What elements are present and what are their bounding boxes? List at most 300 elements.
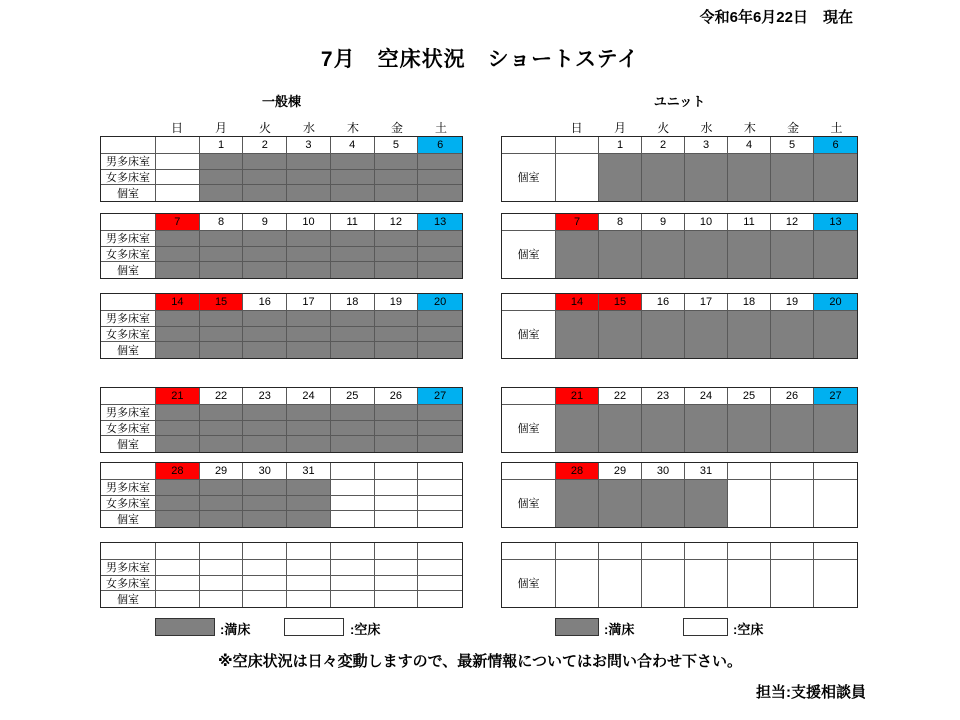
date-cell: 8: [599, 214, 642, 231]
weekday-label: 水: [700, 121, 713, 135]
date-cell: 20: [418, 294, 462, 311]
date-cell: [156, 137, 200, 154]
status-cell-full: [599, 154, 642, 201]
date-cell: [771, 463, 814, 480]
status-cell-full: [200, 405, 244, 421]
status-cell-full: [418, 247, 462, 263]
status-cell-vacant: [814, 480, 857, 527]
status-cell-full: [642, 154, 685, 201]
date-cell: 5: [375, 137, 419, 154]
row-label-cell: 男多床室: [101, 560, 156, 576]
status-cell-full: [418, 327, 462, 343]
status-cell-full: [375, 185, 419, 201]
unit-week-3-table: [501, 293, 858, 359]
status-cell-vacant: [556, 154, 599, 201]
row-label-cell: 個室: [502, 405, 556, 452]
status-cell-vacant: [200, 560, 244, 576]
general-week-5-table: [100, 462, 463, 528]
status-cell-full: [200, 436, 244, 452]
row-label-cell: 男多床室: [101, 154, 156, 170]
status-cell-full: [556, 480, 599, 527]
status-cell-full: [287, 170, 331, 186]
date-cell: 9: [642, 214, 685, 231]
legend-vacant-swatch: [683, 618, 728, 636]
status-cell-full: [375, 421, 419, 437]
status-cell-vacant: [331, 480, 375, 496]
date-cell: [814, 463, 857, 480]
date-cell: 24: [287, 388, 331, 405]
status-cell-full: [599, 231, 642, 278]
status-cell-vacant: [418, 511, 462, 527]
status-cell-full: [243, 231, 287, 247]
status-cell-full: [200, 170, 244, 186]
date-cell: 22: [599, 388, 642, 405]
date-cell: 17: [287, 294, 331, 311]
row-label-cell: 個室: [101, 185, 156, 201]
date-cell: 15: [599, 294, 642, 311]
status-cell-full: [287, 421, 331, 437]
status-cell-full: [642, 311, 685, 358]
status-cell-full: [200, 311, 244, 327]
row-label-cell: 男多床室: [101, 480, 156, 496]
status-cell-full: [418, 436, 462, 452]
date-cell: 14: [556, 294, 599, 311]
status-cell-full: [599, 405, 642, 452]
status-cell-vacant: [375, 591, 419, 607]
date-cell: 28: [556, 463, 599, 480]
section-title-general: 一般棟: [261, 94, 301, 109]
status-cell-vacant: [331, 591, 375, 607]
status-cell-full: [418, 405, 462, 421]
status-cell-full: [728, 231, 771, 278]
date-cell: 12: [771, 214, 814, 231]
status-cell-full: [287, 480, 331, 496]
status-cell-full: [375, 405, 419, 421]
status-cell-full: [685, 231, 728, 278]
status-cell-full: [331, 170, 375, 186]
status-cell-vacant: [728, 560, 771, 607]
legend-vacant-label: :空床: [350, 622, 381, 637]
status-cell-full: [375, 154, 419, 170]
status-cell-full: [556, 405, 599, 452]
status-cell-full: [642, 480, 685, 527]
status-cell-full: [243, 511, 287, 527]
date-cell: [771, 543, 814, 560]
date-cell: 31: [287, 463, 331, 480]
status-cell-full: [200, 247, 244, 263]
date-cell: [287, 543, 331, 560]
date-cell: [331, 543, 375, 560]
status-cell-vacant: [287, 591, 331, 607]
status-cell-vacant: [418, 591, 462, 607]
status-cell-full: [331, 231, 375, 247]
date-cell: 20: [814, 294, 857, 311]
date-cell: 25: [331, 388, 375, 405]
corner-cell: [101, 214, 156, 231]
contact-label: 担当:支援相談員: [756, 684, 866, 701]
status-cell-vacant: [375, 496, 419, 512]
status-cell-vacant: [375, 576, 419, 592]
date-cell: 21: [556, 388, 599, 405]
status-cell-full: [771, 231, 814, 278]
status-cell-full: [418, 185, 462, 201]
status-cell-vacant: [200, 591, 244, 607]
page-title: 7月 空床状況 ショートステイ: [320, 48, 640, 71]
status-cell-full: [156, 247, 200, 263]
date-cell: 2: [243, 137, 287, 154]
status-cell-full: [156, 262, 200, 278]
status-cell-full: [156, 342, 200, 358]
status-cell-full: [728, 311, 771, 358]
status-cell-full: [556, 311, 599, 358]
status-cell-full: [287, 311, 331, 327]
date-cell: 1: [200, 137, 244, 154]
status-cell-full: [287, 327, 331, 343]
status-cell-full: [331, 154, 375, 170]
weekday-label: 金: [390, 121, 403, 135]
status-cell-full: [200, 421, 244, 437]
date-cell: 11: [331, 214, 375, 231]
corner-cell: [101, 388, 156, 405]
corner-cell: [502, 388, 556, 405]
date-cell: 9: [243, 214, 287, 231]
status-cell-vacant: [814, 560, 857, 607]
general-week-1-table: [100, 136, 463, 202]
status-cell-vacant: [331, 511, 375, 527]
weekday-label: 日: [170, 121, 183, 135]
status-cell-full: [771, 405, 814, 452]
status-cell-full: [287, 247, 331, 263]
status-cell-full: [728, 154, 771, 201]
status-cell-full: [243, 262, 287, 278]
row-label-cell: 個室: [101, 436, 156, 452]
row-label-cell: 女多床室: [101, 247, 156, 263]
status-cell-full: [200, 231, 244, 247]
status-cell-full: [418, 311, 462, 327]
date-cell: 10: [287, 214, 331, 231]
status-cell-full: [771, 311, 814, 358]
date-cell: 5: [771, 137, 814, 154]
status-cell-vacant: [243, 591, 287, 607]
status-cell-full: [556, 231, 599, 278]
status-cell-vacant: [375, 480, 419, 496]
date-cell: [243, 543, 287, 560]
date-cell: 10: [685, 214, 728, 231]
status-cell-full: [156, 496, 200, 512]
date-cell: 19: [375, 294, 419, 311]
corner-cell: [101, 294, 156, 311]
status-cell-full: [200, 327, 244, 343]
status-cell-full: [200, 496, 244, 512]
date-cell: [156, 543, 200, 560]
status-cell-full: [375, 262, 419, 278]
general-week-4-table: [100, 387, 463, 453]
status-cell-vacant: [685, 560, 728, 607]
status-cell-full: [331, 247, 375, 263]
status-cell-vacant: [331, 560, 375, 576]
date-cell: 21: [156, 388, 200, 405]
status-cell-full: [331, 405, 375, 421]
date-cell: 7: [156, 214, 200, 231]
status-cell-full: [418, 262, 462, 278]
status-cell-full: [243, 311, 287, 327]
status-cell-full: [331, 185, 375, 201]
status-cell-full: [243, 342, 287, 358]
status-cell-full: [243, 185, 287, 201]
date-cell: 6: [418, 137, 462, 154]
status-cell-full: [243, 421, 287, 437]
status-cell-full: [200, 480, 244, 496]
date-cell: 1: [599, 137, 642, 154]
status-cell-vacant: [156, 154, 200, 170]
status-cell-vacant: [200, 576, 244, 592]
status-cell-vacant: [642, 560, 685, 607]
corner-cell: [502, 214, 556, 231]
status-cell-vacant: [599, 560, 642, 607]
date-cell: 27: [418, 388, 462, 405]
status-cell-vacant: [556, 560, 599, 607]
status-cell-full: [243, 170, 287, 186]
date-cell: 31: [685, 463, 728, 480]
unit-week-6-table: [501, 542, 858, 608]
status-cell-vacant: [331, 496, 375, 512]
row-label-cell: 個室: [101, 262, 156, 278]
date-cell: 15: [200, 294, 244, 311]
row-label-cell: 女多床室: [101, 496, 156, 512]
weekday-label: 金: [787, 121, 800, 135]
row-label-cell: 女多床室: [101, 327, 156, 343]
section-title-unit: ユニット: [653, 94, 706, 109]
date-cell: 18: [331, 294, 375, 311]
status-cell-full: [156, 231, 200, 247]
unit-week-4-table: [501, 387, 858, 453]
weekday-label: 日: [570, 121, 583, 135]
status-cell-vacant: [418, 576, 462, 592]
date-cell: [556, 137, 599, 154]
status-cell-full: [599, 480, 642, 527]
status-cell-full: [243, 405, 287, 421]
row-label-cell: 男多床室: [101, 311, 156, 327]
corner-cell: [101, 463, 156, 480]
row-label-cell: 個室: [502, 154, 556, 201]
status-cell-full: [642, 405, 685, 452]
date-cell: [599, 543, 642, 560]
status-cell-full: [287, 436, 331, 452]
row-label-cell: 女多床室: [101, 170, 156, 186]
date-cell: [418, 463, 462, 480]
date-cell: [642, 543, 685, 560]
status-cell-vacant: [771, 480, 814, 527]
status-cell-full: [156, 436, 200, 452]
date-cell: 25: [728, 388, 771, 405]
unit-week-1-table: [501, 136, 858, 202]
status-cell-full: [331, 342, 375, 358]
status-cell-vacant: [331, 576, 375, 592]
status-cell-full: [243, 436, 287, 452]
status-cell-full: [331, 421, 375, 437]
status-cell-full: [287, 342, 331, 358]
date-cell: 14: [156, 294, 200, 311]
date-cell: 24: [685, 388, 728, 405]
status-cell-full: [331, 262, 375, 278]
unit-week-2-table: [501, 213, 858, 279]
status-cell-full: [156, 421, 200, 437]
status-cell-vacant: [243, 560, 287, 576]
row-label-cell: 女多床室: [101, 576, 156, 592]
status-cell-full: [243, 496, 287, 512]
status-cell-full: [771, 154, 814, 201]
date-cell: [685, 543, 728, 560]
weekday-label: 月: [613, 121, 626, 135]
status-cell-full: [685, 154, 728, 201]
date-cell: [418, 543, 462, 560]
status-cell-vacant: [156, 560, 200, 576]
row-label-cell: 個室: [502, 231, 556, 278]
status-cell-full: [287, 154, 331, 170]
date-cell: 3: [685, 137, 728, 154]
status-cell-full: [200, 262, 244, 278]
date-cell: 26: [375, 388, 419, 405]
status-cell-vacant: [156, 185, 200, 201]
status-cell-full: [287, 185, 331, 201]
legend-vacant-label: :空床: [733, 622, 764, 637]
corner-cell: [502, 137, 556, 154]
status-cell-full: [243, 247, 287, 263]
status-cell-full: [287, 511, 331, 527]
row-label-cell: 個室: [502, 480, 556, 527]
date-cell: [200, 543, 244, 560]
weekday-label: 土: [434, 121, 447, 135]
status-cell-full: [418, 170, 462, 186]
date-cell: 4: [728, 137, 771, 154]
status-cell-full: [200, 185, 244, 201]
status-cell-full: [418, 342, 462, 358]
status-cell-full: [685, 480, 728, 527]
date-cell: 7: [556, 214, 599, 231]
status-cell-vacant: [375, 511, 419, 527]
date-cell: 23: [642, 388, 685, 405]
status-cell-full: [243, 480, 287, 496]
legend-full-label: :満床: [220, 622, 251, 637]
status-cell-full: [814, 405, 857, 452]
date-cell: [728, 463, 771, 480]
status-cell-full: [375, 170, 419, 186]
status-cell-full: [243, 327, 287, 343]
date-cell: 16: [642, 294, 685, 311]
weekday-label: 水: [302, 121, 315, 135]
date-cell: [814, 543, 857, 560]
date-cell: 4: [331, 137, 375, 154]
footer-note: ※空床状況は日々変動しますので、最新情報についてはお問い合わせ下さい。: [218, 653, 742, 670]
general-week-2-table: [100, 213, 463, 279]
status-cell-vacant: [418, 496, 462, 512]
status-cell-full: [418, 231, 462, 247]
status-cell-full: [156, 405, 200, 421]
status-cell-full: [156, 311, 200, 327]
status-cell-full: [418, 421, 462, 437]
row-label-cell: 個室: [101, 591, 156, 607]
status-cell-vacant: [287, 560, 331, 576]
weekday-label: 木: [743, 121, 756, 135]
status-cell-full: [287, 262, 331, 278]
status-cell-vacant: [418, 560, 462, 576]
date-cell: 30: [243, 463, 287, 480]
row-label-cell: 個室: [502, 560, 556, 607]
status-cell-full: [728, 405, 771, 452]
status-cell-full: [156, 511, 200, 527]
status-cell-full: [331, 436, 375, 452]
status-cell-full: [814, 154, 857, 201]
status-cell-full: [599, 311, 642, 358]
date-cell: [728, 543, 771, 560]
status-cell-full: [243, 154, 287, 170]
date-cell: 23: [243, 388, 287, 405]
status-cell-vacant: [156, 591, 200, 607]
date-cell: 8: [200, 214, 244, 231]
general-week-3-table: [100, 293, 463, 359]
status-cell-full: [375, 342, 419, 358]
row-label-cell: 男多床室: [101, 405, 156, 421]
status-cell-vacant: [771, 560, 814, 607]
row-label-cell: 個室: [101, 511, 156, 527]
status-cell-full: [642, 231, 685, 278]
status-cell-full: [287, 231, 331, 247]
weekday-label: 火: [258, 121, 271, 135]
date-cell: [375, 543, 419, 560]
date-cell: 6: [814, 137, 857, 154]
date-cell: 29: [200, 463, 244, 480]
date-cell: [375, 463, 419, 480]
row-label-cell: 個室: [502, 311, 556, 358]
date-cell: [556, 543, 599, 560]
date-cell: 12: [375, 214, 419, 231]
status-cell-full: [685, 311, 728, 358]
date-cell: 22: [200, 388, 244, 405]
status-cell-vacant: [287, 576, 331, 592]
status-cell-full: [156, 327, 200, 343]
date-cell: 17: [685, 294, 728, 311]
date-cell: 28: [156, 463, 200, 480]
status-cell-vacant: [375, 560, 419, 576]
row-label-cell: 女多床室: [101, 421, 156, 437]
status-cell-vacant: [243, 576, 287, 592]
date-cell: 26: [771, 388, 814, 405]
date-cell: 30: [642, 463, 685, 480]
date-cell: 13: [814, 214, 857, 231]
status-cell-full: [331, 327, 375, 343]
status-cell-full: [287, 496, 331, 512]
date-cell: 27: [814, 388, 857, 405]
status-cell-full: [814, 311, 857, 358]
date-cell: 3: [287, 137, 331, 154]
status-cell-full: [685, 405, 728, 452]
legend-full-label: :満床: [604, 622, 635, 637]
date-cell: 18: [728, 294, 771, 311]
status-cell-full: [156, 480, 200, 496]
corner-cell: [502, 294, 556, 311]
date-cell: 13: [418, 214, 462, 231]
status-cell-full: [375, 247, 419, 263]
corner-cell: [502, 543, 556, 560]
weekday-label: 火: [657, 121, 670, 135]
status-cell-full: [375, 436, 419, 452]
status-cell-full: [200, 342, 244, 358]
status-cell-full: [200, 511, 244, 527]
general-week-6-table: [100, 542, 463, 608]
corner-cell: [502, 463, 556, 480]
date-cell: 16: [243, 294, 287, 311]
weekday-label: 月: [214, 121, 227, 135]
